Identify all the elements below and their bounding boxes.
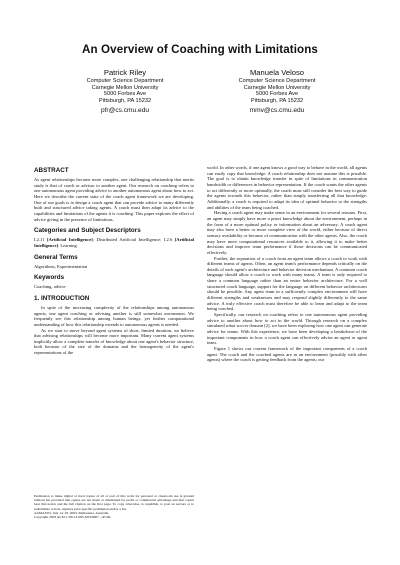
author-affiliation-line: Pittsburgh, PA 15232 bbox=[98, 97, 152, 104]
keywords-heading: Keywords bbox=[34, 274, 65, 282]
copyright-line: Copyright 2003 ACM 1-58113-683-8/03/0007 ...$5.00. bbox=[34, 515, 112, 520]
right-column bbox=[207, 165, 367, 363]
author-email: mmv@cs.cmu.edu bbox=[249, 107, 305, 115]
author-email: pfr@cs.cmu.edu bbox=[100, 107, 150, 115]
general-terms-heading: General Terms bbox=[34, 253, 78, 261]
abstract-heading: ABSTRACT bbox=[34, 167, 69, 174]
introduction-heading: 1. INTRODUCTION bbox=[34, 294, 90, 302]
author-affiliation-line: 5000 Forbes Ave bbox=[103, 91, 147, 98]
author-affiliation-line: Carnegie Mellon University bbox=[243, 84, 311, 91]
categories-keyword: [Artificial Intelligence] bbox=[34, 237, 194, 248]
categories-text-part: : Distributed Artificial Intelligence; I.2.6 bbox=[92, 237, 175, 243]
copyright-footnote bbox=[34, 494, 194, 519]
paper-title: An Overview of Coaching with Limitations bbox=[82, 43, 318, 56]
body-paragraph: Having a coach agent may make sense in an environment for several reasons. First, an agent may simply have more a priori knowledge about the environment, perhaps in the form of a more optimal policy or information about an adversary. A coach agent may also have a better or more complete view of the world, either because of direct sensory availability or because of communication with the other agents. Also, the coach may have more computational resources available to it, allowing it to make better decisions and improve team performance if those decisions can be communicated effectively. bbox=[207, 210, 367, 255]
author-name: Manuela Veloso bbox=[249, 68, 305, 77]
author-name: Patrick Riley bbox=[103, 68, 147, 77]
author-affiliation-line: Computer Science Department bbox=[238, 78, 316, 84]
categories-heading: Categories and Subject Descriptors bbox=[34, 227, 141, 235]
venue-line: AAMAS'03, July 14–18, 2003, Melbourne, Australia. bbox=[34, 510, 110, 515]
author-block-2 bbox=[192, 68, 362, 115]
categories-text-part: : Learning bbox=[58, 242, 77, 248]
body-paragraph: Further, the separation of a coach from an agent team allows a coach to work with different teams of agents. Often, an agent team's performance depends critically on the details of each agent's architecture and behavior decision mechanism. A common coach language should allow a coach to work with many teams. A team is only required to share a common language rather than an entire behavior architecture. For a well structured coach language, support for the language on different behavior architectures should be possible. Any agent team in a sufficiently complex environment will have different strengths and weaknesses and may respond slightly differently to the same advice. A truly effective coach must therefore be able to learn and adapt to the team being coached. bbox=[207, 255, 367, 312]
body-paragraph: world. In other words, if one agent knows a good way to behave in the world, all agents can easily copy that knowledge. A coach relationship does not assume this is possible. The goal is to obtain knowledge transfer in spite of limitations in communication bandwidth or differences in behavior representation. If the coach wants the other agents to act differently or more optimally, the coach must still consider the best way to guide the agents towards this behavior, rather than simply transferring all that knowledge. Additionally, a coach is required to adapt its idea of optimal behavior to the strengths and abilities of the team being coached. bbox=[207, 165, 367, 210]
abstract-text: As agent relationships become more complex, one challenging relationship that merits study is that of coach or advisor to another agent. Our research on coaching refers to one autonomous agent providing advice to another autonomous agent about how to act. Here we describe the current state of the coach agent framework we are developing. One of our goals is to design a coach agent that can provide advice to many differently built and structured advice taking agents. A coach must then adapt its advice to the capabilities and limitations of the agents it is coaching. This paper explores the effect of advice giving in the presence of limitations. bbox=[34, 177, 194, 222]
general-terms-text: Algorithms, Experimentation bbox=[34, 263, 88, 269]
author-affiliation-line: 5000 Forbes Ave bbox=[255, 91, 299, 98]
introduction-paragraph: As we start to move beyond agent systems of short, limited duration, we believe that advising relationships will become more important. Many current agent systems implicitly allow a complete transfer of knowledge about one agent's behavior structure, both because of the size of the domains and the homogeneity of the agent's representations of the bbox=[34, 327, 194, 356]
author-affiliation-line: Computer Science Department bbox=[86, 78, 164, 84]
left-column bbox=[34, 167, 194, 356]
author-block-1 bbox=[40, 68, 210, 115]
author-affiliation-line: Pittsburgh, PA 15232 bbox=[250, 97, 304, 104]
body-paragraph: Specifically, our research on coaching refers to one autonomous agent providing advice to another about how to act in the world. Through research on a complex simulated robot soccer domain [2], we have been exploring how one agent can generate advice for teams. With this experience, we have been developing a breakdown of the important components in how a coach agent can effectively advise an agent or agent team. bbox=[207, 312, 367, 346]
keywords-text: Coaching, advice bbox=[34, 284, 66, 290]
introduction-paragraph: In spite of the increasing complexity of the relationships among autonomous agents, one agent coaching or advising another is still somewhat uncommon. We frequently see this relationship among human beings, yet further computational understanding of how this relationship extends to autonomous agents is needed. bbox=[34, 304, 194, 327]
author-affiliation-line: Carnegie Mellon University bbox=[91, 84, 159, 91]
categories-text-part: I.2.11 bbox=[34, 237, 48, 243]
categories-text bbox=[34, 237, 194, 248]
categories-keyword: [Artificial Intelligence] bbox=[47, 237, 93, 243]
permission-notice: Permission to make digital or hard copies of all or part of this work for personal or classroom use is granted without fee provided that copies are not made or distributed for profit or commercial advantage and that copies bear this notice and the full citation on the first page. To copy otherwise, to republish, to post on servers or to redistribute to lists, requires prior specific permission and/or a fee. bbox=[34, 494, 194, 511]
body-paragraph: Figure 1 shows our current framework of the important components of a coach agent. The coach and the coached agents are in an environment (possibly with other agents) where the coach is getting feedback from the agents; our bbox=[207, 346, 367, 363]
